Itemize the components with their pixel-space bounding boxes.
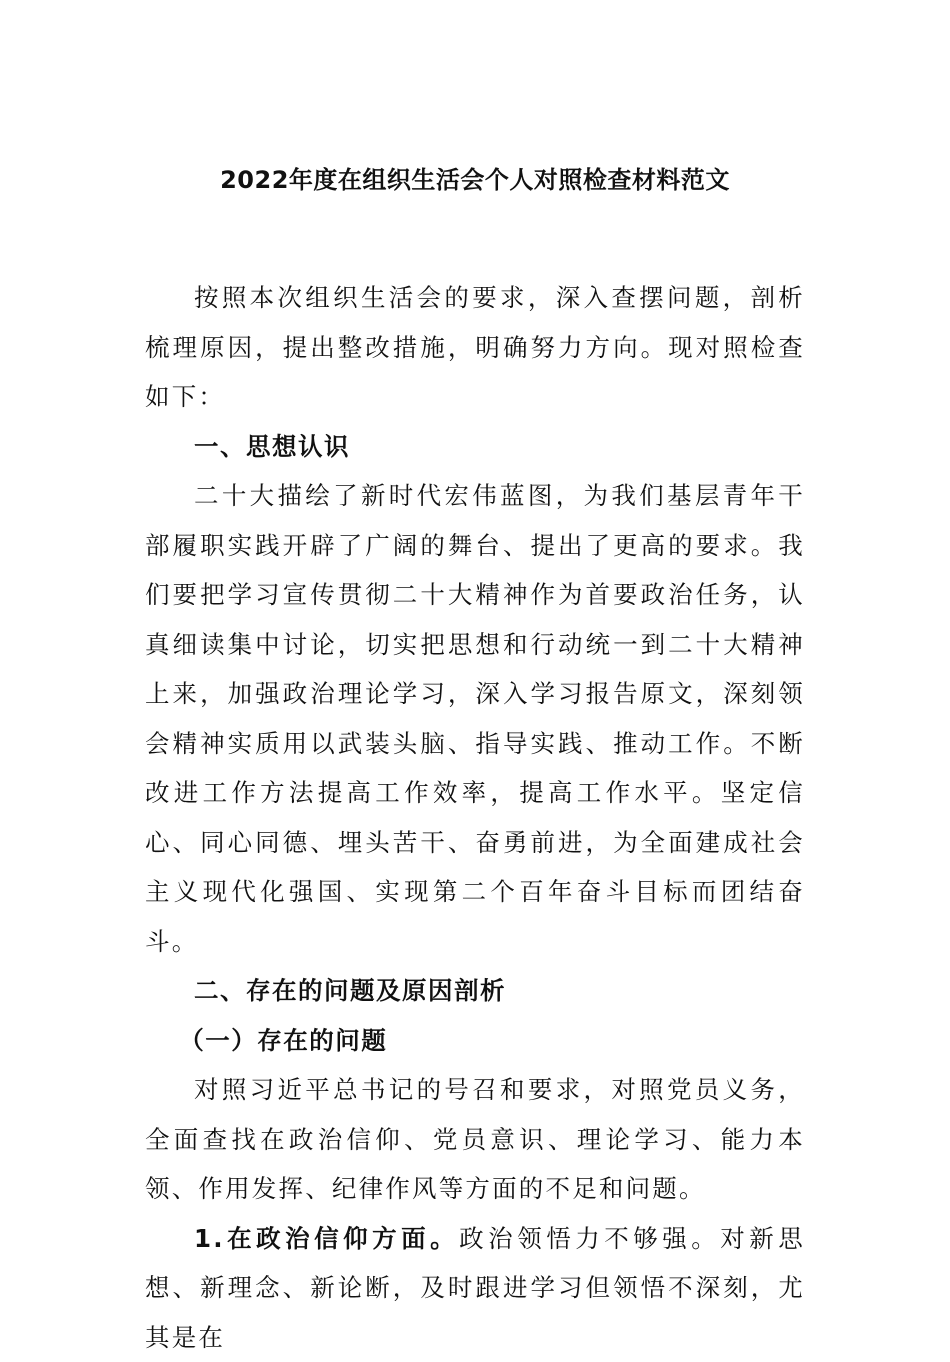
item-1-text: 政治领悟力不够强。对新思想、新理念、新论断，及时跟进学习但领悟不深刻，尤其是在 [145, 1224, 805, 1352]
subsection-heading-1: （一）存在的问题 [145, 1016, 805, 1066]
document-title: 2022年度在组织生活会个人对照检查材料范文 [0, 162, 950, 198]
intro-paragraph: 按照本次组织生活会的要求，深入查摆问题，剖析梳理原因，提出整改措施，明确努力方向。现对照检查如下： [145, 273, 805, 422]
item-1-lead: 1.在政治信仰方面。 [194, 1224, 459, 1253]
document-body [145, 273, 805, 1362]
section-heading-1: 一、思想认识 [145, 422, 805, 472]
section-1-paragraph: 二十大描绘了新时代宏伟蓝图，为我们基层青年干部履职实践开辟了广阔的舞台、提出了更高的要求。我们要把学习宣传贯彻二十大精神作为首要政治任务，认真细读集中讨论，切实把思想和行动统一到二十大精神上来，加强政治理论学习，深入学习报告原文，深刻领会精神实质用以武装头脑、指导实践、推动工作。不断改进工作方法提高工作效率，提高工作水平。坚定信心、同心同德、埋头苦干、奋勇前进，为全面建成社会主义现代化强国、实现第二个百年奋斗目标而团结奋斗。 [145, 471, 805, 966]
section-heading-2: 二、存在的问题及原因剖析 [145, 966, 805, 1016]
section-2-paragraph: 对照习近平总书记的号召和要求，对照党员义务，全面查找在政治信仰、党员意识、理论学习、能力本领、作用发挥、纪律作风等方面的不足和问题。 [145, 1065, 805, 1214]
item-1-paragraph [145, 1214, 805, 1362]
